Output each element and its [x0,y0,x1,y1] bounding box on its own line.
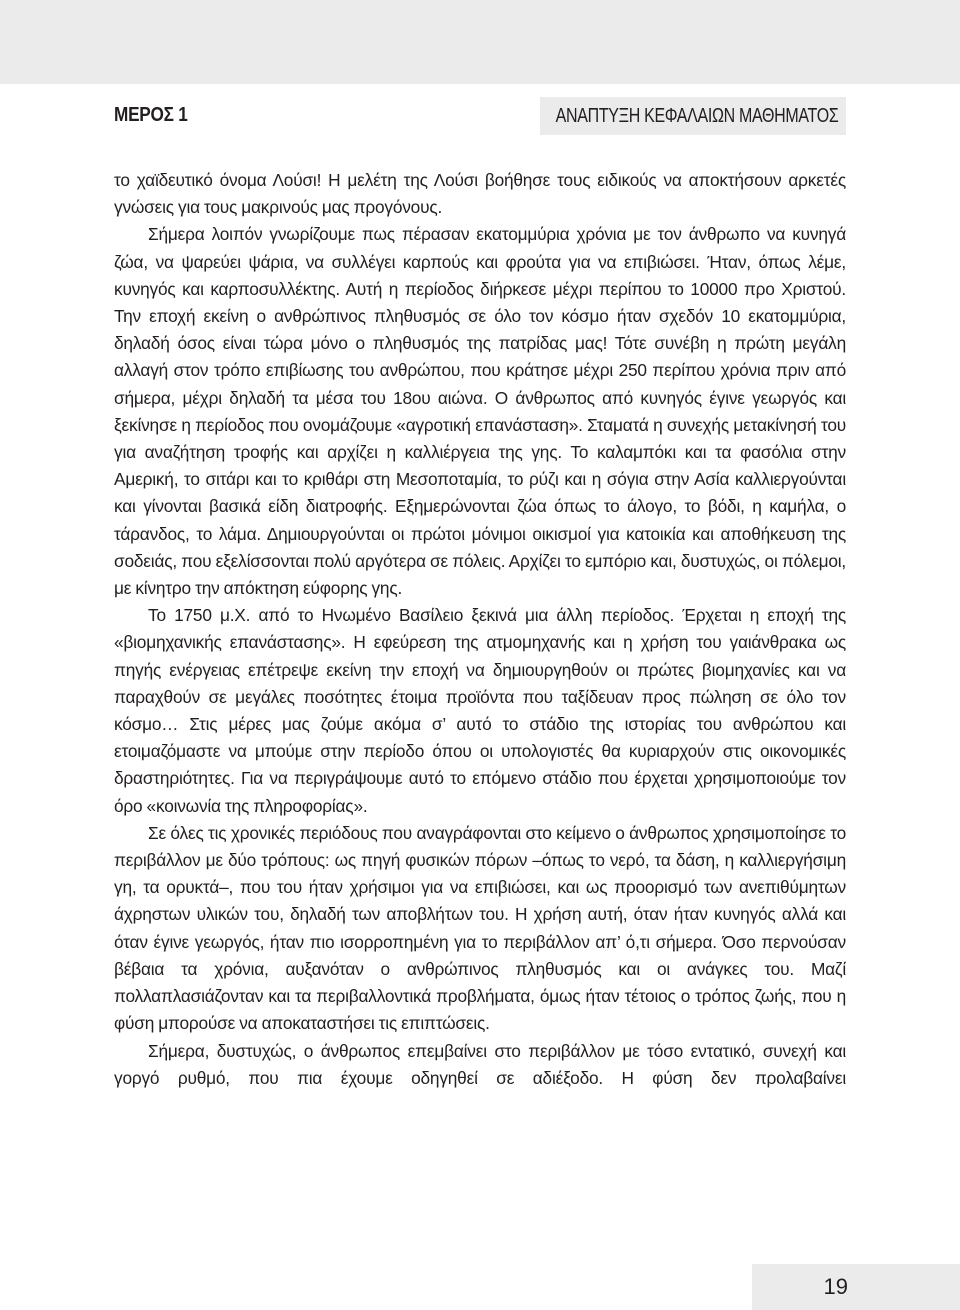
top-margin-band [0,0,960,84]
running-header-chapter: ΑΝΑΠΤΥΞΗ ΚΕΦΑΛΑΙΩΝ ΜΑΘΗΜΑΤΟΣ [555,105,838,127]
running-header-chapter-box [540,97,846,135]
paragraph-continuation: το χαϊδευτικό όνομα Λούσι! Η μελέτη της Λούσι βοήθησε τους ειδικούς να αποκτήσουν αρκετές γνώσεις για τους μακρινούς μας προγόνους. [114,170,846,218]
body-text [114,167,846,1092]
running-header-part: ΜΕΡΟΣ 1 [114,104,188,126]
paragraph-today: Σήμερα, δυστυχώς, ο άνθρωπος επεμβαίνει στο περιβάλλον με τόσο εντατικό, συνεχή και γοργό ρυθμό, που πια έχουμε οδηγηθεί σε αδιέξοδο. Η φύση δεν προλαβαίνει [114,1040,846,1088]
paragraph-environment-use: Σε όλες τις χρονικές περιόδους που αναγράφονται στο κείμενο ο άνθρωπος χρησιμοποίησε το περιβάλλον με δύο τρόπους: ως πηγή φυσικών πόρων –όπως το νερό, τα δάση, η καλλιεργήσιμη γη, τα ορυκτά–, που του ήταν χρήσιμοι για να επιβιώσει, και ως προορισμό των ανεπιθύμητων άχρηστων υλικών του, δηλαδή των αποβλήτων του. Η χρήση αυτή, όταν ήταν κυνηγός αλλά και όταν έγινε γεωργός, ήταν πιο ισορροπημένη για το περιβάλλον απ’ ό,τι σήμερα. Όσο περνούσαν βέβαια τα χρόνια, αυξανόταν ο ανθρώπινος πληθυσμός και οι ανάγκες του. Μαζί πολλαπλασιάζονταν και τα περιβαλλοντικά προβλήματα, όμως ήταν τέτοιος ο τρόπος ζωής, που η φύση μπορούσε να αποκαταστήσει τις επιπτώσεις. [114,822,846,1034]
page-number: 19 [823,1274,848,1299]
paragraph-industrial-revolution: Το 1750 μ.Χ. από το Ηνωμένο Βασίλειο ξεκινά μια άλλη περίοδος. Έρχεται η εποχή της «βιομηχανικής επανάστασης». Η εφεύρεση της ατμομηχανής και η χρήση του γαιάνθρακα ως πηγής ενέργειας επέτρεψε εκείνη την εποχή να δημιουργηθούν οι πρώτες βιομηχανίες και να παραχθούν σε μεγάλες ποσότητες έτοιμα προϊόντα που ταξίδευαν προς πώληση σε όλο τον κόσμο… Στις μέρες μας ζούμε ακόμα σ’ αυτό το στάδιο της ιστορίας του ανθρώπου και ετοιμαζόμαστε να μπούμε στην περίοδο όπου οι υπολογιστές θα κυριαρχούν στις οικονομικές δραστηριότητες. Για να περιγράψουμε αυτό το επόμενο στάδιο που έρχεται χρησιμοποιούμε τον όρο «κοινωνία της πληροφορίας». [114,605,846,816]
page-number-box [752,1264,960,1310]
paragraph-agricultural-revolution: Σήμερα λοιπόν γνωρίζουμε πως πέρασαν εκατομμύρια χρόνια με τον άνθρωπο να κυνηγά ζώα, να ψαρεύει ψάρια, να συλλέγει καρπούς και φρούτα για να επιβιώσει. Ήταν, όπως λέμε, κυνηγός και καρποσυλλέκτης. Αυτή η περίοδος διήρκεσε μέχρι περίπου το 10000 προ Χριστού. Την εποχή εκείνη ο ανθρώπινος πληθυσμός σε όλο τον κόσμο ήταν σχεδόν 10 εκατομμύρια, δηλαδή όσος είναι τώρα μόνο ο πληθυσμός της πατρίδας μας! Τότε συνέβη η πρώτη μεγάλη αλλαγή στον τρόπο επιβίωσης του ανθρώπου, που κράτησε μέχρι 250 περίπου χρόνια πριν από σήμερα, μέχρι δηλαδή τα μέσα του 18ου αιώνα. Ο άνθρωπος από κυνηγός έγινε γεωργός και ξεκίνησε η περίοδος που ονομάζουμε «αγροτική επανάσταση». Σταματά η συνεχής μετακίνησή του για αναζήτηση τροφής και αρχίζει η καλλιέργεια της γης. Το καλαμπόκι και τα φασόλια στην Αμερική, το σιτάρι και το κριθάρι στη Μεσοποταμία, το ρύζι και η σόγια στην Ασία καλλιεργούνται και γίνονται βασικά είδη διατροφής. Εξημερώνονται ζώα όπως το άλογο, το βόδι, η καμήλα, ο τάρανδος, το λάμα. Δημιουργούνται οι πρώτοι μόνιμοι οικισμοί για κατοικία και αποθήκευση της σοδειάς, που εξελίσσονται πολύ αργότερα σε πόλεις. Αρχίζει το εμπόριο και, δυστυχώς, οι πόλεμοι, με κίνητρο την απόκτηση εύφορης γης. [114,224,846,599]
